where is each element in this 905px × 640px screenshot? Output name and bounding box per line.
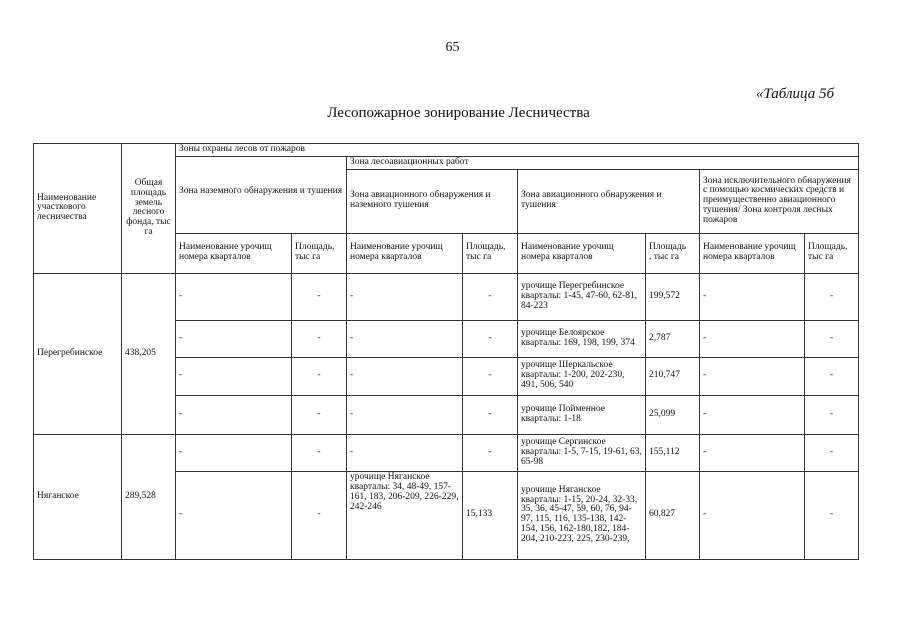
header-forestry-name: Наименование участкового лесничества <box>34 144 122 274</box>
avia-ground-area-cell: - <box>463 395 518 434</box>
table-body <box>34 144 859 560</box>
avia-tract-cell: урочище Пойменное кварталы: 1-18 <box>518 395 646 434</box>
ground-area-cell: - <box>292 357 347 395</box>
space-tract-cell: - <box>700 357 805 395</box>
ground-area-cell: - <box>292 471 347 559</box>
ground-tract-cell: - <box>176 434 292 471</box>
avia-ground-tract-cell: урочище Няганское кварталы: 34, 48-49, 157-161, 183, 206-209, 226-229, 242-246 <box>347 471 463 559</box>
avia-area-cell: 2,787 <box>646 320 700 357</box>
ground-tract-cell: - <box>176 320 292 357</box>
avia-area-cell: 199,572 <box>646 273 700 320</box>
forestry-name: Няганское <box>34 434 122 559</box>
avia-ground-area-cell: - <box>463 357 518 395</box>
forestry-area: 438,205 <box>122 273 176 434</box>
avia-tract-cell: урочище Сергинское кварталы: 1-5, 7-15, 19-61, 63, 65-98 <box>518 434 646 471</box>
header-aviation-zone: Зона лесоавиационных работ <box>347 156 859 169</box>
header-tract-ground: Наименование урочищ номера кварталов <box>176 233 292 273</box>
space-tract-cell: - <box>700 273 805 320</box>
header-space-zone: Зона исключительного обнаружения с помощью космических средств и преимущественно авиационного тушения/ Зона контроля лесных пожаров <box>700 169 859 233</box>
avia-area-cell: 25,099 <box>646 395 700 434</box>
ground-tract-cell: - <box>176 357 292 395</box>
header-area-avia-ground: Площадь, тыс га <box>463 233 518 273</box>
space-tract-cell: - <box>700 320 805 357</box>
ground-area-cell: - <box>292 273 347 320</box>
avia-ground-tract-cell: - <box>347 357 463 395</box>
header-area-ground: Площадь, тыс га <box>292 233 347 273</box>
table-label: «Таблица 5б <box>756 86 834 102</box>
fire-zoning-table <box>33 143 859 560</box>
avia-area-cell: 210,747 <box>646 357 700 395</box>
header-area-avia-top: Площадь <box>649 242 687 253</box>
header-avia-ground-zone: Зона авиационного обнаружения и наземного тушения <box>347 169 518 233</box>
avia-ground-area-cell: 15,133 <box>463 471 518 559</box>
document-title: Лесопожарное зонирование Лесничества <box>327 105 590 121</box>
header-protection-zones: Зоны охраны лесов от пожаров <box>176 144 859 157</box>
avia-ground-tract-cell: - <box>347 395 463 434</box>
avia-ground-tract-cell: - <box>347 273 463 320</box>
avia-ground-area-cell: - <box>463 320 518 357</box>
forestry-name: Перегребинское <box>34 273 122 434</box>
ground-tract-cell: - <box>176 273 292 320</box>
ground-tract-cell: - <box>176 395 292 434</box>
ground-area-cell: - <box>292 320 347 357</box>
avia-ground-tract-cell: - <box>347 320 463 357</box>
avia-tract-cell: урочище Няганское кварталы: 1-15, 20-24, 32-33, 35, 36, 45-47, 59, 60, 76, 94-97, 115, 116, 135-138, 142-154, 156, 162-180,182, 184-204, 210-223, 225, 230-239, <box>518 471 646 559</box>
table-row <box>34 434 859 471</box>
space-area-cell: - <box>805 320 859 357</box>
space-area-cell: - <box>805 273 859 320</box>
avia-area-cell: 60,827 <box>646 471 700 559</box>
header-area-space: Площадь, тыс га <box>805 233 859 273</box>
avia-ground-tract-cell: - <box>347 434 463 471</box>
space-tract-cell: - <box>700 395 805 434</box>
space-area-cell: - <box>805 357 859 395</box>
header-area-avia-bottom: , тыс га <box>649 252 679 263</box>
avia-area-cell: 155,112 <box>646 434 700 471</box>
avia-tract-cell: урочище Белоярское кварталы: 169, 198, 199, 374 <box>518 320 646 357</box>
avia-ground-area-cell: - <box>463 434 518 471</box>
space-tract-cell: - <box>700 434 805 471</box>
header-row-1 <box>34 144 859 157</box>
header-tract-avia: Наименование урочищ номера кварталов <box>518 233 646 273</box>
space-area-cell: - <box>805 434 859 471</box>
table-row <box>34 273 859 320</box>
header-tract-avia-ground: Наименование урочищ номера кварталов <box>347 233 463 273</box>
header-area-avia <box>646 233 700 273</box>
page-number: 65 <box>445 40 460 55</box>
header-total-area: Общая площадь земель лесного фонда, тыс га <box>122 144 176 274</box>
avia-ground-area-cell: - <box>463 273 518 320</box>
space-area-cell: - <box>805 395 859 434</box>
header-tract-space: Наименование урочищ номера кварталов <box>700 233 805 273</box>
space-tract-cell: - <box>700 471 805 559</box>
ground-area-cell: - <box>292 434 347 471</box>
space-area-cell: - <box>805 471 859 559</box>
forestry-area: 289,528 <box>122 434 176 559</box>
avia-tract-cell: урочище Шеркальское кварталы: 1-200, 202-230, 491, 506, 540 <box>518 357 646 395</box>
ground-tract-cell: - <box>176 471 292 559</box>
header-ground-zone: Зона наземного обнаружения и тушения <box>176 156 347 233</box>
ground-area-cell: - <box>292 395 347 434</box>
header-avia-zone: Зона авиационного обнаружения и тушения <box>518 169 700 233</box>
avia-tract-cell: урочище Перегребинское кварталы: 1-45, 47-60, 62-81, 84-223 <box>518 273 646 320</box>
